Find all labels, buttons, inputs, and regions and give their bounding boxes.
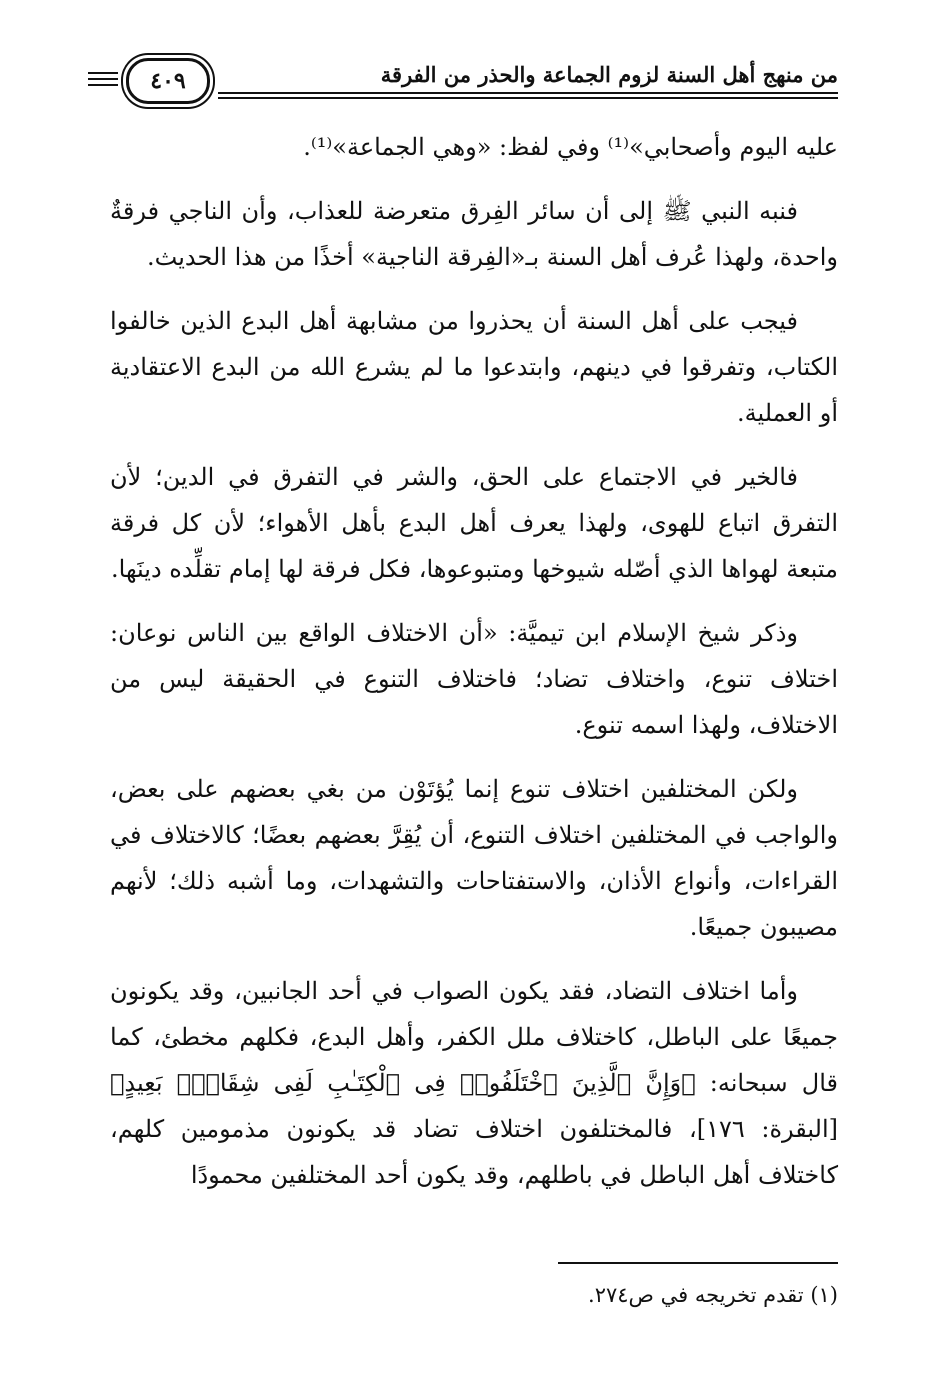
paragraph: ولكن المختلفين اختلاف تنوع إنما يُؤتَوْن من بغي بعضهم على بعض، والواجب في المختلفين اختلاف التنوع، أن يُقِرَّ بعضهم بعضًا؛ كالاختلاف في القراءات، وأنواع الأذان، والاستفتاحات والتشهدات، وما أشبه ذلك؛ لأنهم مصيبون جميعًا.: [110, 775, 838, 941]
running-header: [88, 58, 838, 104]
footnote: (١) تقدم تخريجه في ص٢٧٤.: [588, 1283, 838, 1307]
header-left-rule: [88, 72, 118, 86]
paragraph: فنبه النبي ﷺ إلى أن سائر الفِرق متعرضة للعذاب، وأن الناجي فرقةٌ واحدة، ولهذا عُرف أهل السنة بـ«الفِرقة الناجية» أخذًا من هذا الحديث.: [110, 197, 838, 271]
paragraph: وذكر شيخ الإسلام ابن تيميَّة: «أن الاختلاف الواقع بين الناس نوعان: اختلاف تنوع، واختلاف تضاد؛ فاختلاف التنوع في الحقيقة ليس من الاختلاف، ولهذا اسمه تنوع.: [110, 619, 838, 739]
paragraph: فالخير في الاجتماع على الحق، والشر في التفرق في الدين؛ لأن التفرق اتباع للهوى، ولهذا يعرف أهل البدع بأهل الأهواء؛ لأن كل فرقة متبعة لهواها الذي أصّله شيوخها ومتبوعوها، فكل فرقة لها إمام تقلِّده دينَها.: [110, 463, 838, 583]
header-title: من منهج أهل السنة لزوم الجماعة والحذر من الفرقة: [380, 62, 838, 87]
paragraph: فيجب على أهل السنة أن يحذروا من مشابهة أهل البدع الذين خالفوا الكتاب، وتفرقوا في دينهم، وابتدعوا ما لم يشرع الله من البدع الاعتقادية أو العملية.: [110, 307, 838, 427]
page-number: ٤٠٩: [150, 68, 186, 94]
paragraph: وأما اختلاف التضاد، فقد يكون الصواب في أحد الجانبين، وقد يكونون جميعًا على الباطل، كاختلاف ملل الكفر، وأهل البدع، فكلهم مخطئ، كما قال سبحانه: ﴿وَإِنَّ ٱلَّذِينَ ٱخْتَلَفُوا۟ فِى ٱلْكِتَـٰبِ لَفِى شِقَاقٍۭ بَعِيدٍ﴾ [البقرة: ١٧٦]، فالمختلفون اختلاف تضاد قد يكونون مذمومين كلهم، كاختلاف أهل الباطل في باطلهم، وقد يكون أحد المختلفين محمودًا: [110, 977, 838, 1189]
paragraph: عليه اليوم وأصحابي»⁽¹⁾ وفي لفظ: «وهي الجماعة»⁽¹⁾.: [303, 133, 838, 161]
main-text: [110, 124, 838, 1198]
page-number-badge: [126, 58, 210, 104]
footnote-rule: [558, 1262, 838, 1264]
